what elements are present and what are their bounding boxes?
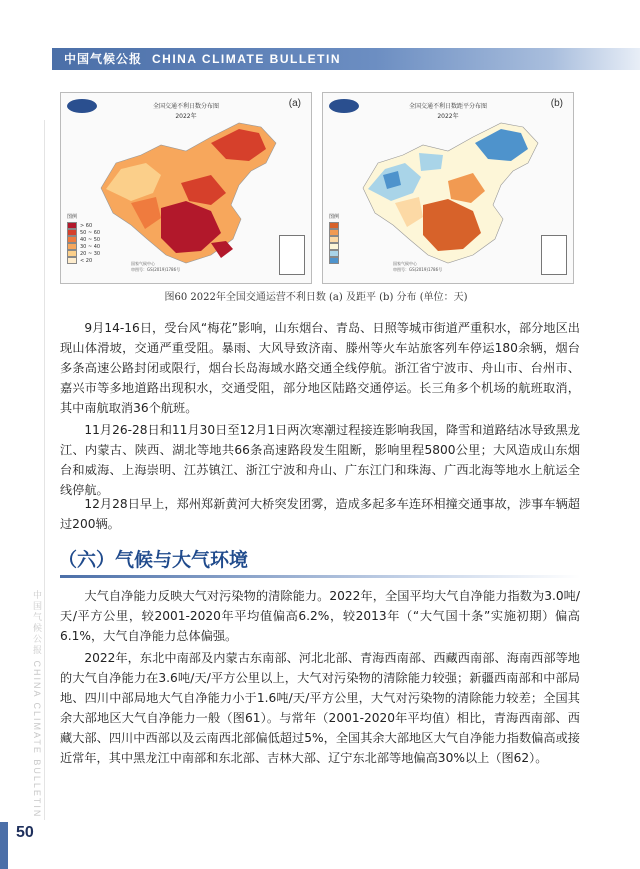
legend-row <box>67 250 101 257</box>
legend-row <box>67 229 101 236</box>
legend-swatch <box>329 222 339 229</box>
legend-swatch <box>329 229 339 236</box>
paragraph: 11月26-28日和11月30日至12月1日两次寒潮过程接连影响我国，降雪和道路结冰导致黑龙江、内蒙古、陕西、湖北等地共66条高速路段发生阻断，影响里程5800公里；大风造成山东烟台和威海、上海崇明、江苏镇江、浙江宁波和舟山、广东江门和珠海、广西北海等地水上航运全线停航。 <box>60 423 580 497</box>
legend-row <box>329 236 363 243</box>
side-running-text: 中国气候公报 CHINA CLIMATE BULLETIN <box>32 590 42 819</box>
legend-swatch <box>329 243 339 250</box>
header-title-cn: 中国气候公报 <box>64 52 143 66</box>
legend-row <box>329 257 363 264</box>
map-a-note: 国家气候中心 审图号：GS(2019)1786号 <box>131 261 181 272</box>
map-a-year: 2022年 <box>175 113 197 120</box>
header-title-en: CHINA CLIMATE BULLETIN <box>152 52 341 66</box>
margin-rule <box>44 120 45 820</box>
map-b-legend-title: 图例 <box>329 214 340 220</box>
legend-swatch <box>329 257 339 264</box>
legend-swatch <box>67 257 77 264</box>
legend-swatch <box>67 229 77 236</box>
running-header <box>52 48 640 70</box>
legend-row <box>329 250 363 257</box>
legend-swatch <box>329 236 339 243</box>
map-b-label: (b) <box>550 98 563 109</box>
paragraph: 12月28日早上，郑州郑新黄河大桥突发团雾，造成多起多车连环相撞交通事故，涉事车辆超过200辆。 <box>60 497 580 531</box>
figure-map-a <box>60 92 312 284</box>
legend-label: < 20 <box>80 257 93 264</box>
legend-label: 30 ~ 40 <box>80 243 101 250</box>
legend-row <box>329 229 363 236</box>
paragraph: 2022年，东北中南部及内蒙古东南部、河北北部、青海西南部、西藏西南部、海南西部等地的大气自净能力在3.6吨/天/平方公里以上，大气对污染物的清除能力较强；新疆西南部和中部局地、四川中部局地大气自净能力小于1.6吨/天/平方公里，大气对污染物的清除能力较差；全国其余大部地区大气自净能力一般（图61）。与常年（2001-2020年平均值）相比，青海西南部、西藏大部、四川中西部以及云南西北部偏低超过5%，全国其余大部地区大气自净能力指数偏高或接近常年，其中黑龙江中南部和东北部、吉林大部、辽宁东北部等地偏高30%以上（图62）。 <box>60 651 580 765</box>
map-b-year: 2022年 <box>437 113 459 120</box>
legend-row <box>67 236 101 243</box>
legend-label: 40 ~ 50 <box>80 236 101 243</box>
legend-row <box>67 257 101 264</box>
map-a-title: 全国交通不利日数分布图 <box>152 103 219 110</box>
section-underline <box>60 575 580 578</box>
map-b-title: 全国交通不利日数距平分布图 <box>408 103 487 110</box>
legend-row <box>67 243 101 250</box>
paragraph: 大气自净能力反映大气对污染物的清除能力。2022年，全国平均大气自净能力指数为3.0吨/天/平方公里，较2001-2020年平均值偏高6.2%，较2013年（“大气国十条”实施初期）偏高6.1%，大气自净能力总体偏强。 <box>60 589 580 643</box>
map-b-legend <box>329 213 363 264</box>
legend-row <box>67 222 101 229</box>
legend-row <box>329 243 363 250</box>
figure-caption: 图60 2022年全国交通运营不利日数 (a) 及距平 (b) 分布 (单位：天) <box>164 292 468 303</box>
figure-map-b <box>322 92 574 284</box>
legend-label: > 60 <box>80 222 93 229</box>
page-number-bar <box>0 822 8 869</box>
legend-swatch <box>67 250 77 257</box>
south-china-sea-inset <box>279 235 305 275</box>
legend-swatch <box>67 222 77 229</box>
paragraph: 9月14-16日，受台风“梅花”影响，山东烟台、青岛、日照等城市街道严重积水，部分地区出现山体滑坡，交通严重受阻。暴雨、大风导致济南、滕州等火车站旅客列车停运180余辆，烟台多条高速公路封闭或限行，烟台长岛海域水路交通全线停航。浙江省宁波市、舟山市、台州市、嘉兴市等多地道路出现积水，交通受阻，部分地区陆路交通停运。长三角多个机场的航班取消，其中南航取消36个航班。 <box>60 321 580 415</box>
legend-label: 20 ~ 30 <box>80 250 101 257</box>
section-title: （六）气候与大气环境 <box>58 549 249 571</box>
legend-swatch <box>67 236 77 243</box>
south-china-sea-inset <box>541 235 567 275</box>
legend-row <box>329 222 363 229</box>
map-b-note: 国家气候中心 审图号：GS(2019)1786号 <box>393 261 443 272</box>
legend-swatch <box>329 250 339 257</box>
legend-label: 50 ~ 60 <box>80 229 101 236</box>
map-a-legend <box>67 213 101 264</box>
map-a-label: (a) <box>288 98 301 109</box>
map-a-legend-title: 图例 <box>67 214 78 220</box>
page-number: 50 <box>16 824 34 841</box>
legend-swatch <box>67 243 77 250</box>
